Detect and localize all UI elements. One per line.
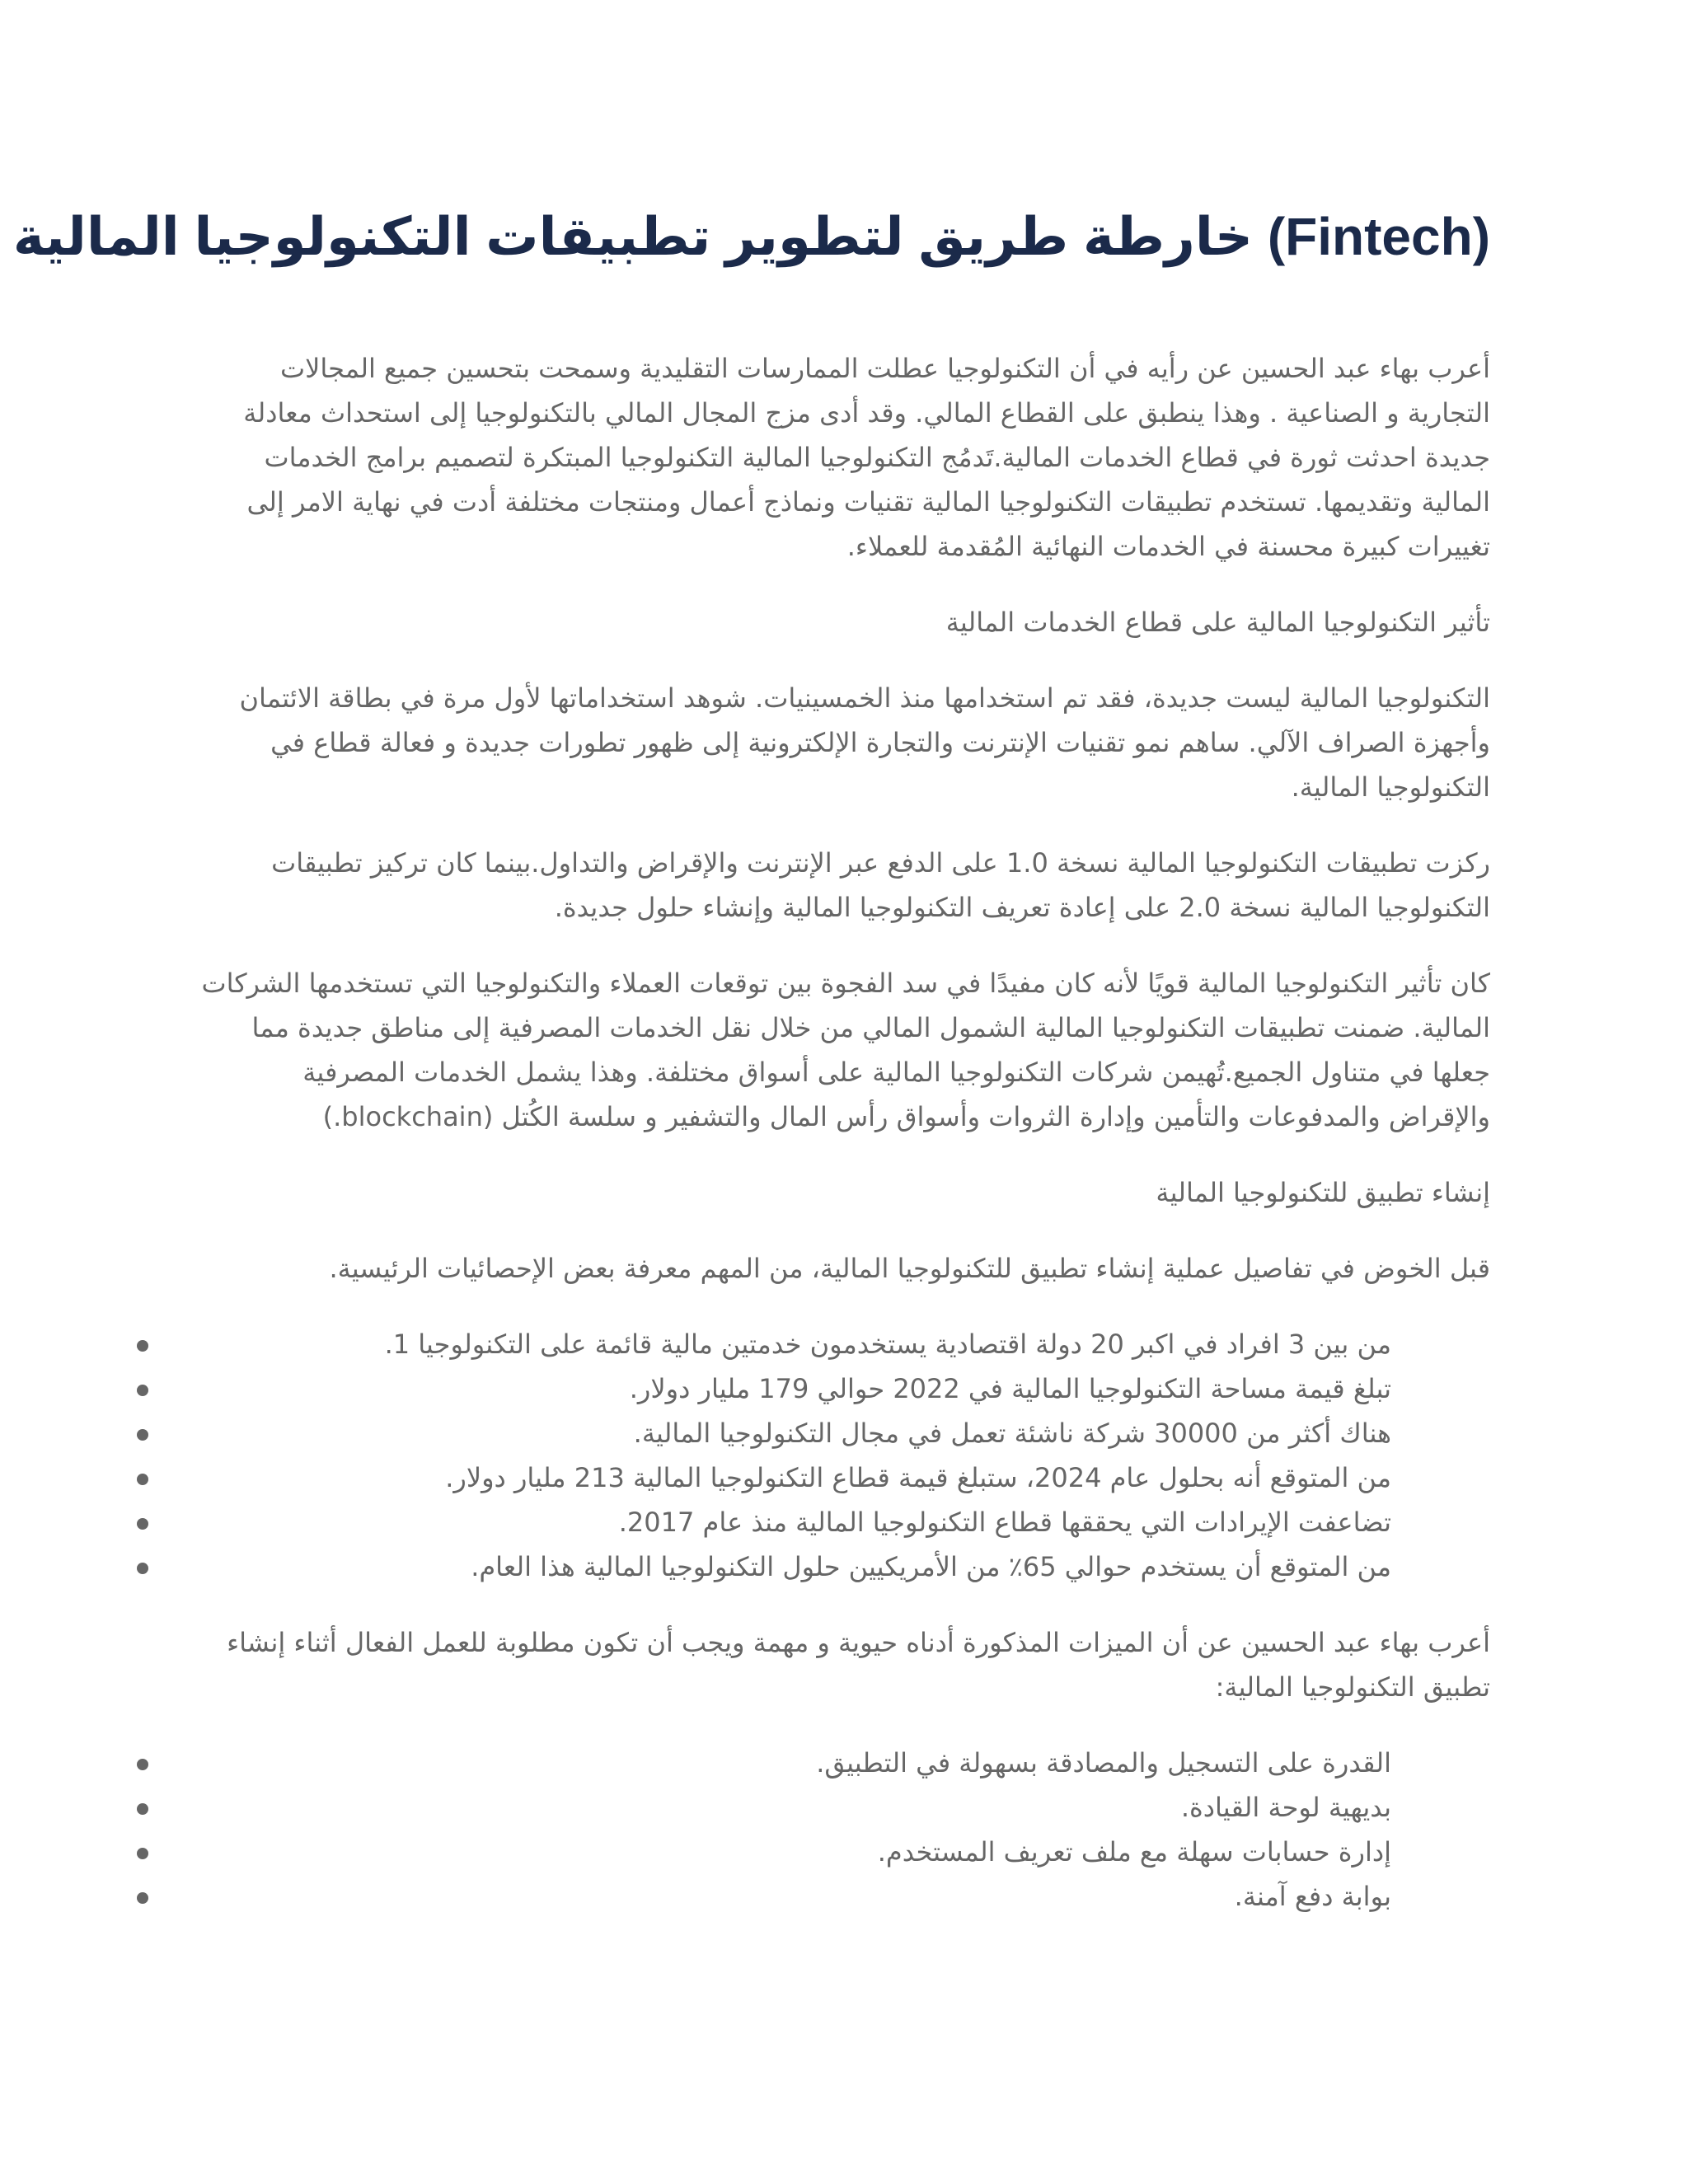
bullet-icon bbox=[137, 1803, 148, 1815]
list-item bbox=[198, 1785, 1391, 1830]
list-item bbox=[198, 1455, 1391, 1500]
list-item bbox=[198, 1830, 1391, 1874]
document-page bbox=[12, 0, 1490, 2184]
bullet-icon bbox=[137, 1385, 148, 1396]
stat-text: من المتوقع أنه بحلول عام 2024، ستبلغ قيمة قطاع التكنولوجيا المالية 213 مليار دولار. bbox=[445, 1462, 1391, 1493]
feature-text: بديهية لوحة القيادة. bbox=[1180, 1792, 1391, 1823]
section-heading-impact: تأثير التكنولوجيا المالية على قطاع الخدمات المالية bbox=[945, 607, 1490, 638]
document-body bbox=[198, 346, 1490, 1950]
history-paragraph: التكنولوجيا المالية ليست جديدة، فقد تم استخدامها منذ الخمسينيات. شوهد استخداماتها لأول مرة في بطاقة الائتمان وأجهزة الصراف الآلي. ساهم نمو تقنيات الإنترنت والتجارة الإلكترونية إلى ظهور تطورات جديدة و فعالة قطاع في التكنولوجيا المالية. bbox=[239, 682, 1490, 803]
list-item bbox=[198, 1366, 1391, 1411]
stat-text: من بين 3 افراد في اكبر 20 دولة اقتصادية يستخدمون خدمتين مالية قائمة على التكنولوجيا 1. bbox=[384, 1329, 1391, 1360]
list-item bbox=[198, 1322, 1391, 1366]
stat-text: هناك أكثر من 30000 شركة ناشئة تعمل في مجال التكنولوجيا المالية. bbox=[633, 1418, 1391, 1449]
list-item bbox=[198, 1874, 1391, 1919]
bullet-icon bbox=[137, 1892, 148, 1904]
feature-text: القدرة على التسجيل والمصادقة بسهولة في التطبيق. bbox=[816, 1747, 1391, 1779]
stat-text: تبلغ قيمة مساحة التكنولوجيا المالية في 2022 حوالي 179 مليار دولار. bbox=[629, 1373, 1391, 1404]
intro-paragraph: أعرب بهاء عبد الحسين عن رأيه في أن التكنولوجيا عطلت الممارسات التقليدية وسمحت بتحسين جميع المجالات التجارية و الصناعية . وهذا ينطبق على القطاع المالي. وقد أدى مزج المجال المالي بالتكنولوجيا إلى استحداث معادلة جديدة احدثت ثورة في قطاع الخدمات المالية.تَدمُج التكنولوجيا المالية التكنولوجيا المبتكرة لتصميم برامج الخدمات المالية وتقديمها. تستخدم تطبيقات التكنولوجيا المالية تقنيات ونماذج أعمال ومنتجات مختلفة أدت في نهاية الامر إلى تغييرات كبيرة محسنة في الخدمات النهائية المُقدمة للعملاء. bbox=[243, 353, 1490, 562]
bullet-icon bbox=[137, 1429, 148, 1441]
list-item bbox=[198, 1500, 1391, 1544]
features-list bbox=[198, 1741, 1490, 1919]
list-item bbox=[198, 1544, 1391, 1589]
versions-paragraph: ركزت تطبيقات التكنولوجيا المالية نسخة 1.0 على الدفع عبر الإنترنت والإقراض والتداول.بينما كان تركيز تطبيقات التكنولوجيا المالية نسخة 2.0 على إعادة تعريف التكنولوجيا المالية وإنشاء حلول جديدة. bbox=[271, 847, 1490, 923]
stats-intro-paragraph: قبل الخوض في تفاصيل عملية إنشاء تطبيق للتكنولوجيا المالية، من المهم معرفة بعض الإحصائيات الرئيسية. bbox=[329, 1253, 1490, 1284]
stats-list bbox=[198, 1322, 1490, 1589]
features-intro-paragraph: أعرب بهاء عبد الحسين عن أن الميزات المذكورة أدناه حيوية و مهمة ويجب أن تكون مطلوبة للعمل الفعال أثناء إنشاء تطبيق التكنولوجيا المالية: bbox=[227, 1627, 1490, 1703]
list-item bbox=[198, 1411, 1391, 1455]
stat-text: من المتوقع أن يستخدم حوالي 65٪ من الأمريكيين حلول التكنولوجيا المالية هذا العام. bbox=[471, 1551, 1391, 1582]
stat-text: تضاعفت الإيرادات التي يحققها قطاع التكنولوجيا المالية منذ عام 2017. bbox=[618, 1507, 1391, 1538]
bullet-icon bbox=[137, 1759, 148, 1770]
feature-text: بوابة دفع آمنة. bbox=[1234, 1881, 1391, 1912]
influence-paragraph: كان تأثير التكنولوجيا المالية قويًا لأنه كان مفيدًا في سد الفجوة بين توقعات العملاء والتكنولوجيا التي تستخدمها الشركات المالية. ضمنت تطبيقات التكنولوجيا المالية الشمول المالي من خلال نقل الخدمات المصرفية إلى مناطق جديدة مما جعلها في متناول الجميع.تُهيمن شركات التكنولوجيا المالية على أسواق مختلفة. وهذا يشمل الخدمات المصرفية والإقراض والمدفوعات والتأمين وإدارة الثروات وأسواق رأس المال والتشفير و سلسة الكُتل (blockchain.) bbox=[201, 968, 1490, 1132]
page-title: (Fintech) خارطة طريق لتطوير تطبيقات التكنولوجيا المالية bbox=[12, 207, 1490, 266]
bullet-icon bbox=[137, 1563, 148, 1574]
feature-text: إدارة حسابات سهلة مع ملف تعريف المستخدم. bbox=[877, 1836, 1391, 1868]
list-item bbox=[198, 1741, 1391, 1785]
bullet-icon bbox=[137, 1848, 148, 1859]
bullet-icon bbox=[137, 1340, 148, 1352]
bullet-icon bbox=[137, 1474, 148, 1485]
section-heading-create: إنشاء تطبيق للتكنولوجيا المالية bbox=[1156, 1177, 1490, 1208]
bullet-icon bbox=[137, 1518, 148, 1530]
